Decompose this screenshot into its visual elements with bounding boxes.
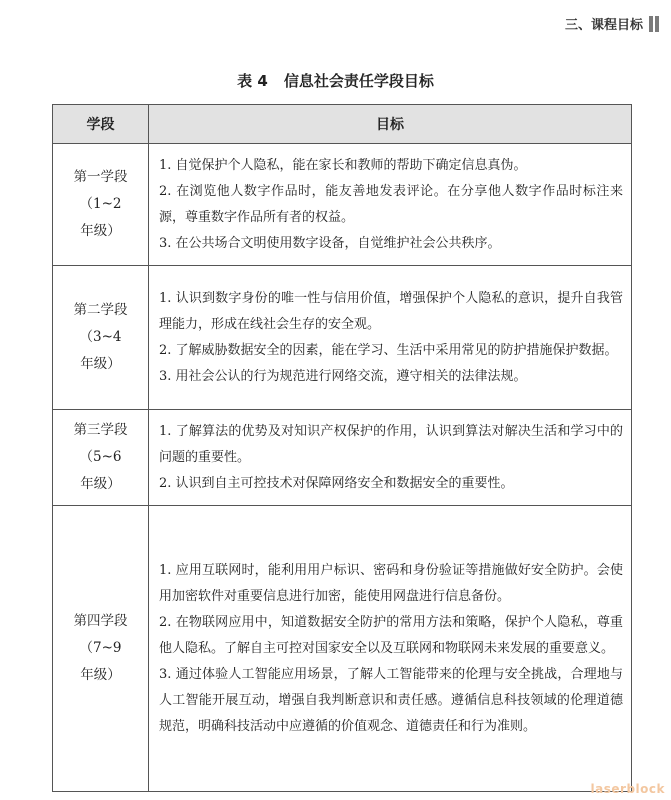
stage-cell	[53, 266, 149, 410]
goals-cell	[149, 506, 632, 792]
stage-cell	[53, 144, 149, 266]
goal-item: 2. 在物联网应用中，知道数据安全防护的常用方法和策略，保护个人隐私，尊重他人隐私。了解自主可控对国家安全以及互联网和物联网未来发展的重要意义。	[159, 614, 623, 656]
goal-item: 1. 自觉保护个人隐私，能在家长和教师的帮助下确定信息真伪。	[159, 157, 527, 173]
stage-name: 第四学段	[73, 613, 128, 629]
watermark: laserblock	[590, 782, 665, 796]
stage-cell	[53, 506, 149, 792]
stage-name: 第二学段	[73, 302, 128, 318]
stage-name: 第一学段	[73, 169, 128, 185]
table-number: 表 4	[237, 72, 268, 90]
stage-grade-range: （1~2	[79, 196, 122, 212]
goal-item: 1. 了解算法的优势及对知识产权保护的作用，认识到算法对解决生活和学习中的问题的重要性。	[159, 423, 623, 465]
stage-cell	[53, 410, 149, 506]
table-row	[53, 266, 632, 410]
stage-grade-range: （5~6	[79, 449, 122, 465]
table-header-row	[53, 105, 632, 144]
stage-grade-suffix: 年级）	[80, 667, 121, 683]
section-header	[565, 14, 659, 33]
goal-item: 2. 在浏览他人数字作品时，能友善地发表评论。在分享他人数字作品时标注来源，尊重数字作品所有者的权益。	[159, 183, 623, 225]
stage-grade-suffix: 年级）	[80, 223, 121, 239]
goal-item: 2. 了解威胁数据安全的因素，能在学习、生活中采用常见的防护措施保护数据。	[159, 342, 618, 358]
goal-item: 1. 应用互联网时，能利用用户标识、密码和身份验证等措施做好安全防护。会使用加密软件对重要信息进行加密，能使用网盘进行信息备份。	[159, 562, 623, 604]
goal-item: 3. 通过体验人工智能应用场景，了解人工智能带来的伦理与安全挑战，合理地与人工智能开展互动，增强自我判断意识和责任感。遵循信息科技领域的伦理道德规范，明确科技活动中应遵循的价值观念、道德责任和行为准则。	[159, 666, 623, 734]
stage-grade-suffix: 年级）	[80, 476, 121, 492]
goal-item: 2. 认识到自主可控技术对保障网络安全和数据安全的重要性。	[159, 475, 514, 491]
stage-name: 第三学段	[73, 422, 128, 438]
table-row	[53, 144, 632, 266]
goal-item: 3. 用社会公认的行为规范进行网络交流，遵守相关的法律法规。	[159, 368, 527, 384]
table-row	[53, 410, 632, 506]
column-header-goals: 目标	[149, 105, 632, 144]
stage-grade-range: （3~4	[79, 329, 122, 345]
goals-cell	[149, 266, 632, 410]
table-title-text: 信息社会责任学段目标	[283, 72, 434, 90]
goals-cell	[149, 410, 632, 506]
stage-grade-suffix: 年级）	[80, 356, 121, 372]
table-title	[0, 70, 671, 91]
section-header-text: 三、课程目标	[564, 18, 643, 33]
section-marker-icon	[649, 16, 659, 32]
goal-item: 3. 在公共场合文明使用数字设备，自觉维护社会公共秩序。	[159, 235, 501, 251]
column-header-stage: 学段	[53, 105, 149, 144]
stage-grade-range: （7~9	[79, 640, 122, 656]
table-row	[53, 506, 632, 792]
goals-table	[52, 104, 632, 792]
goal-item: 1. 认识到数字身份的唯一性与信用价值，增强保护个人隐私的意识，提升自我管理能力，形成在线社会生存的安全观。	[159, 290, 623, 332]
goals-cell	[149, 144, 632, 266]
